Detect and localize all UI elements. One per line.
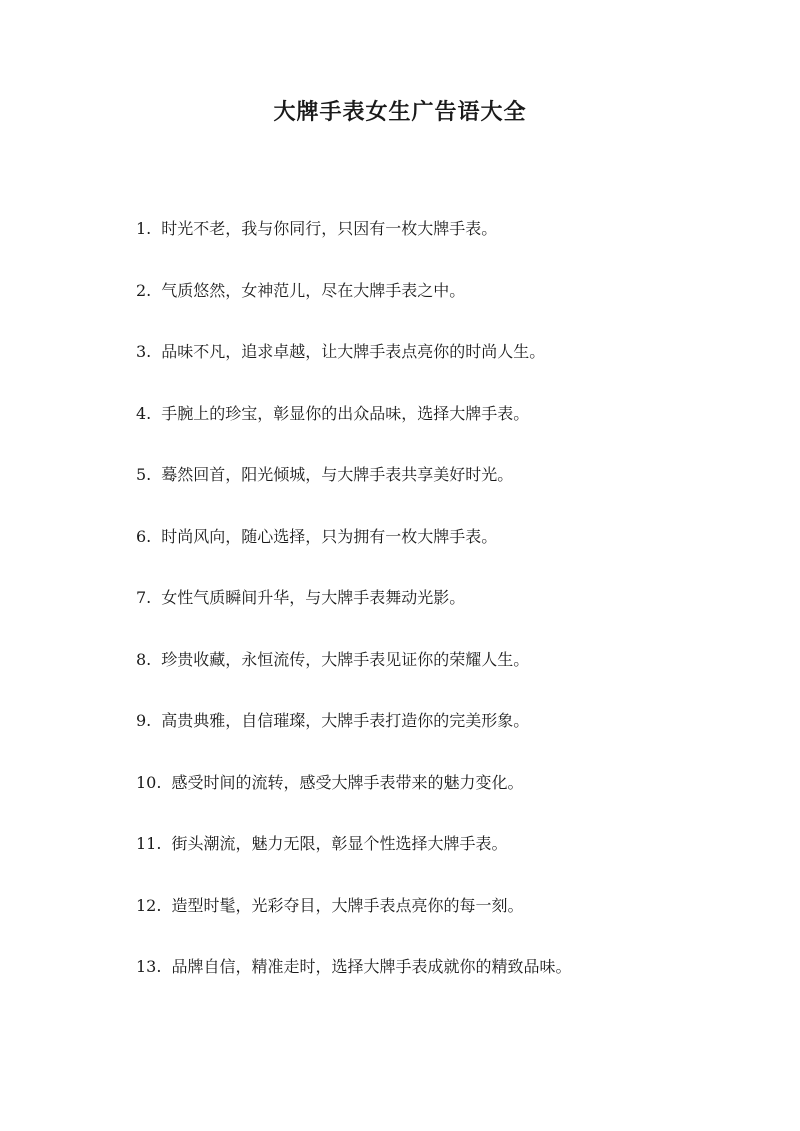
list-item — [136, 276, 571, 338]
item-number: 4. — [136, 403, 152, 423]
item-text: 女性气质瞬间升华，与大牌手表舞动光影。 — [161, 588, 466, 607]
item-text: 感受时间的流转，感受大牌手表带来的魅力变化。 — [171, 772, 524, 792]
list-item — [136, 460, 571, 522]
item-number: 5. — [136, 465, 152, 484]
document-title: 大牌手表女生广告语大全 — [273, 99, 527, 125]
list-item — [136, 522, 571, 584]
item-number: 9. — [136, 711, 152, 730]
list-item — [136, 829, 571, 891]
item-number: 7. — [136, 588, 152, 607]
item-text: 蓦然回首，阳光倾城，与大牌手表共享美好时光。 — [161, 465, 514, 484]
item-text: 街头潮流，魅力无限，彰显个性选择大牌手表。 — [171, 834, 508, 853]
item-number: 10. — [136, 772, 162, 792]
list-item — [136, 952, 571, 1014]
item-number: 2. — [136, 280, 152, 300]
item-number: 1. — [136, 219, 152, 238]
item-text: 珍贵收藏，永恒流传，大牌手表见证你的荣耀人生。 — [161, 649, 530, 669]
item-text: 手腕上的珍宝，彰显你的出众品味，选择大牌手表。 — [161, 403, 530, 423]
item-text: 品牌自信，精准走时，选择大牌手表成就你的精致品味。 — [171, 957, 572, 976]
item-text: 时尚风向，随心选择，只为拥有一枚大牌手表。 — [161, 526, 498, 546]
slogan-list — [136, 214, 571, 1014]
item-number: 12. — [136, 895, 162, 915]
list-item — [136, 891, 571, 953]
item-text: 气质悠然，女神范儿，尽在大牌手表之中。 — [161, 280, 466, 300]
item-number: 13. — [136, 957, 162, 976]
item-number: 8. — [136, 649, 152, 669]
list-item — [136, 399, 571, 461]
item-text: 高贵典雅，自信璀璨，大牌手表打造你的完美形象。 — [161, 711, 530, 730]
list-item — [136, 706, 571, 768]
list-item — [136, 645, 571, 707]
list-item — [136, 768, 571, 830]
list-item — [136, 337, 571, 399]
item-number: 3. — [136, 342, 152, 361]
item-number: 11. — [136, 834, 162, 853]
item-text: 品味不凡，追求卓越，让大牌手表点亮你的时尚人生。 — [161, 342, 546, 361]
item-text: 时光不老，我与你同行，只因有一枚大牌手表。 — [161, 219, 498, 238]
list-item — [136, 214, 571, 276]
item-number: 6. — [136, 526, 152, 546]
item-text: 造型时髦，光彩夺目，大牌手表点亮你的每一刻。 — [171, 895, 524, 915]
list-item — [136, 583, 571, 645]
